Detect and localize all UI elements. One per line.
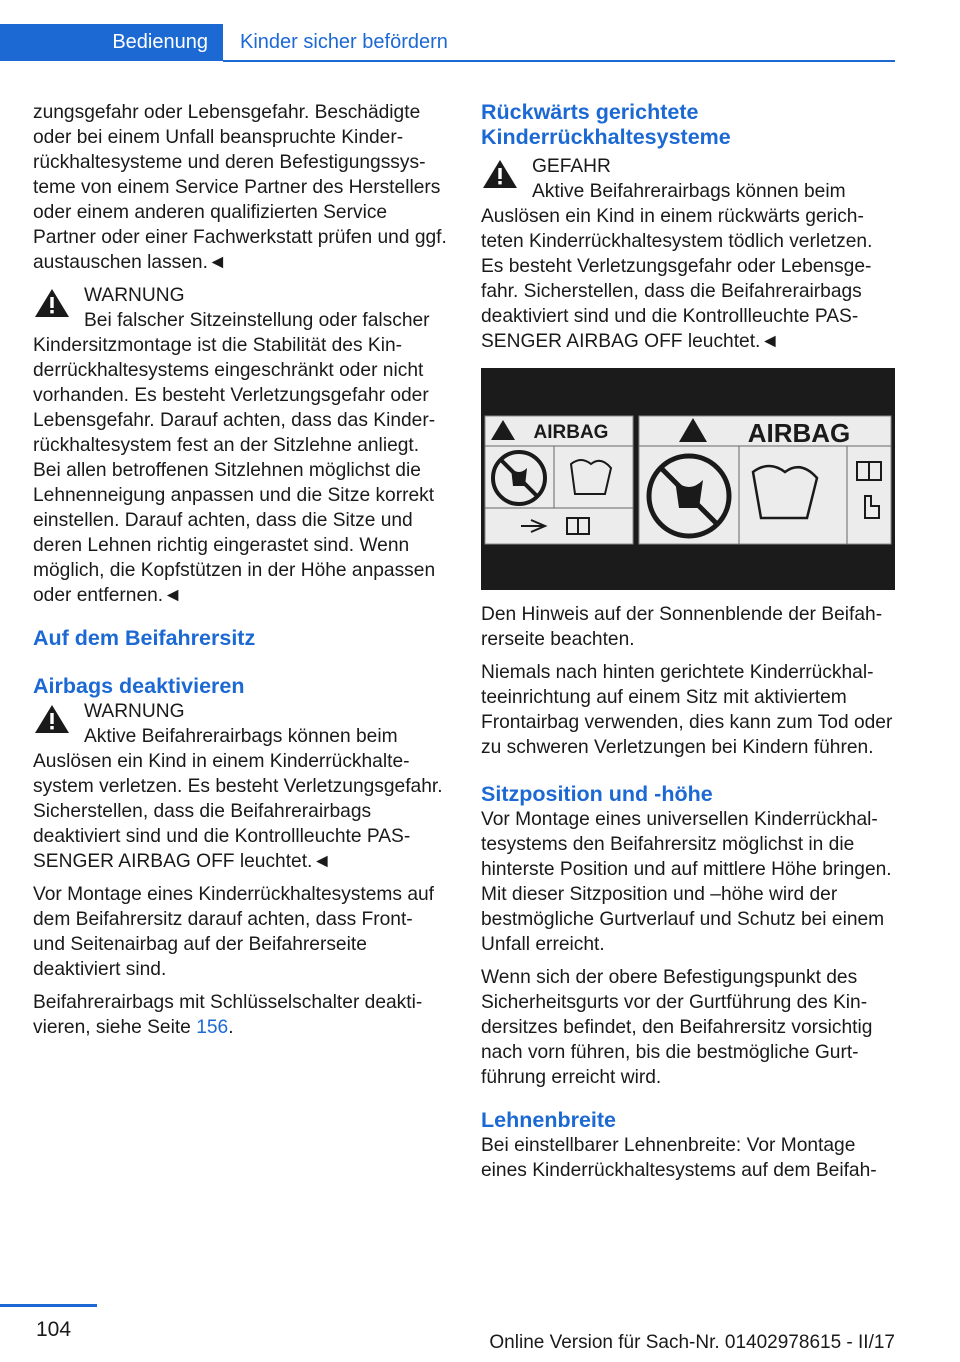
paragraph: zungsgefahr oder Lebensgefahr. Beschädigte oder bei einem Unfall beanspruchte Kinderrückhaltesysteme und deren Befestigungssysteme von einem Service Partner des Herstellers oder einem anderen qualifizierten Service Partner oder einer Fachwerkstatt prüfen und ggf. austauschen lassen.◄ bbox=[33, 102, 447, 273]
paragraph: Vor Montage eines Kinderrückhaltesystems auf dem Beifahrersitz darauf achten, dass Front- und Seitenairbag auf der Beifahrerseite deaktiviert sind. bbox=[33, 884, 435, 980]
airbag-label-small: AIRBAG bbox=[533, 422, 609, 443]
warning-text: Aktive Beifahrerairbags können beim Auslösen ein Kind in einem Kinderrückhaltesystem verletzen. Es besteht Verletzungsgefahr. Sicherstellen, dass die Beifahrerairbags deaktiviert sind und die Kontrollleuchte PASSENGER AIRBAG OFF leuchtet.◄ bbox=[33, 726, 443, 872]
subsection-heading: Airbags deaktivieren bbox=[33, 674, 245, 698]
online-version-note: Online Version für Sach-Nr. 01402978615 - II/17 bbox=[489, 1332, 895, 1353]
right-column bbox=[481, 100, 895, 1191]
warning-block bbox=[33, 283, 447, 608]
paragraph: Vor Montage eines universellen Kinderrückhaltesystems den Beifahrersitz möglichst in die hinterste Position und auf mittlere Höhe bringen. Mit dieser Sitzposition und –höhe wird der bestmögliche Gurtverlauf und Schutz bei einem Unfall erreicht. bbox=[481, 809, 892, 955]
warning-keyword: WARNUNG bbox=[84, 701, 185, 722]
section-heading: Lehnenbreite bbox=[481, 1108, 616, 1132]
header-rule bbox=[223, 60, 895, 62]
danger-text: Aktive Beifahrerairbags können beim Auslösen ein Kind in einem rückwärts gerichteten Kinderrückhaltesystem tödlich verletzen. Es besteht Verletzungsgefahr oder Lebensgefahr. Sicherstellen, dass die Beifahrerairbags deaktiviert sind und die Kontrollleuchte PASSENGER AIRBAG OFF leuchtet.◄ bbox=[481, 181, 873, 352]
paragraph: Beifahrerairbags mit Schlüsselschalter deaktivieren, siehe Seite 156. bbox=[33, 992, 423, 1038]
footer-rule bbox=[0, 1304, 97, 1307]
airbag-label-large: AIRBAG bbox=[747, 418, 851, 448]
section-heading: Auf dem Beifahrersitz bbox=[33, 626, 256, 650]
left-column bbox=[33, 100, 447, 1048]
warning-block bbox=[33, 699, 447, 874]
warning-triangle-icon bbox=[33, 287, 71, 319]
warning-text: Bei falscher Sitzeinstellung oder falscher Kindersitzmontage ist die Stabilität des Kinderrückhaltesystems eingeschränkt oder nicht vorhanden. Es besteht Verletzungsgefahr oder Lebensgefahr. Darauf achten, dass das Kinderrückhaltesystem fest an der Sitzlehne anliegt. Bei allen betroffenen Sitzlehnen möglichst die Lehnenneigung anpassen und die Sitze korrekt einstellen. Darauf achten, dass die Sitze und deren Lehnen richtig eingerastet sind. Wenn möglich, die Kopfstützen in der Höhe anpassen oder entfernen.◄ bbox=[33, 310, 436, 606]
warning-triangle-icon bbox=[33, 703, 71, 735]
section-tab[interactable]: Bedienung bbox=[0, 24, 223, 61]
section-heading: Rückwärts gerichtete Kinderrückhaltesysteme bbox=[481, 100, 731, 149]
paragraph: Niemals nach hinten gerichtete Kinderrückhalteeinrichtung auf einem Sitz mit aktiviertem Frontairbag verwenden, dies kann zum Tod oder zu schweren Verletzungen bei Kindern führen. bbox=[481, 662, 893, 758]
paragraph: Bei einstellbarer Lehnenbreite: Vor Montage eines Kinderrückhaltesystems auf dem Beifah- bbox=[481, 1135, 877, 1181]
chapter-title[interactable]: Kinder sicher befördern bbox=[240, 31, 448, 53]
page-link[interactable]: 156 bbox=[196, 1017, 229, 1038]
warning-triangle-icon bbox=[481, 158, 519, 190]
warning-keyword: WARNUNG bbox=[84, 285, 185, 306]
paragraph: Wenn sich der obere Befestigungspunkt des Sicherheitsgurts vor der Gurtführung des Kindersitzes befindet, den Beifahrersitz vorsichtig nach vorn führen, bis die bestmögliche Gurtführung erreicht wird. bbox=[481, 967, 873, 1088]
airbag-warning-label-figure bbox=[481, 368, 895, 590]
danger-block bbox=[481, 154, 895, 354]
paragraph: Den Hinweis auf der Sonnenblende der Beifahrerseite beachten. bbox=[481, 604, 883, 650]
page-header bbox=[0, 0, 895, 62]
danger-keyword: GEFAHR bbox=[532, 156, 611, 177]
section-heading: Sitzposition und -höhe bbox=[481, 782, 713, 806]
page-number: 104 bbox=[36, 1318, 72, 1341]
